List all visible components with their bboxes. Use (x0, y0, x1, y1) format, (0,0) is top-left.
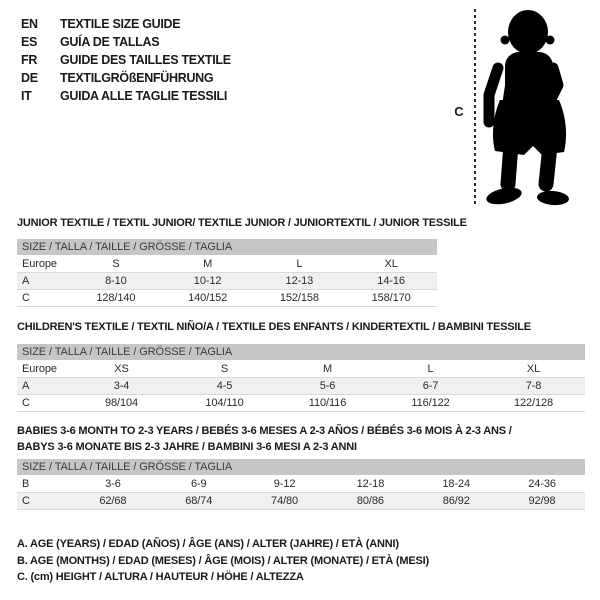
table-cell: S (112, 258, 120, 270)
size-header-bar: SIZE / TALLA / TAILLE / GRÖSSE / TAGLIA (17, 239, 437, 256)
language-label: GUIDE DES TAILLES TEXTILE (60, 53, 231, 67)
footnotes (17, 536, 429, 586)
height-measure-dashed-line (474, 9, 476, 206)
language-row (21, 33, 231, 51)
language-code: IT (21, 89, 32, 103)
table-title-line: BABYS 3-6 MONATE BIS 2-3 JAHRE / BAMBINI 3-6 MESI A 2-3 ANNI (17, 441, 357, 453)
table-cell: M (322, 363, 333, 375)
table-cell: 24-36 (528, 478, 556, 490)
babies-textile-section (17, 423, 585, 510)
footnote: A. AGE (YEARS) / EDAD (AÑOS) / ÂGE (ANS) / ALTER (JAHRE) / ETÀ (ANNI) (17, 538, 399, 550)
table-cell: XL (384, 258, 398, 270)
size-header-bar: SIZE / TALLA / TAILLE / GRÖSSE / TAGLIA (17, 344, 585, 361)
figure-baby (440, 0, 600, 215)
table-cell: 62/68 (99, 495, 127, 507)
row-label: Europe (22, 363, 57, 375)
table-cell: 80/86 (356, 495, 384, 507)
table-row (17, 395, 585, 412)
babies-size-table (17, 459, 585, 510)
footnote: B. AGE (MONTHS) / EDAD (MESES) / ÂGE (MOIS) / ALTER (MONATE) / ETÀ (MESI) (17, 554, 429, 567)
language-label: TEXTILE SIZE GUIDE (60, 17, 181, 31)
table-row (17, 361, 585, 378)
row-label: A (22, 380, 30, 392)
table-title (17, 423, 585, 455)
baby-silhouette-icon (480, 6, 598, 208)
junior-textile-section (17, 215, 467, 307)
table-cell: XS (114, 363, 129, 375)
language-code: ES (21, 35, 38, 49)
row-label: B (22, 478, 30, 490)
table-title (17, 319, 585, 335)
table-cell: 110/116 (308, 397, 347, 409)
table-title (17, 215, 467, 231)
table-row (17, 273, 437, 290)
childrens-textile-section (17, 319, 585, 412)
table-cell: 128/140 (96, 292, 136, 304)
row-label: C (22, 397, 30, 409)
table-cell: 9-12 (273, 478, 296, 490)
table-cell: M (203, 258, 213, 270)
height-marker-label: C (454, 104, 464, 119)
table-row (17, 256, 437, 273)
language-row (21, 69, 231, 87)
table-row (17, 290, 437, 307)
table-cell: 68/74 (185, 495, 213, 507)
table-cell: 158/170 (371, 292, 411, 304)
language-list (21, 15, 231, 105)
table-cell: 140/152 (188, 292, 228, 304)
table-title-line: BABIES 3-6 MONTH TO 2-3 YEARS / BEBÉS 3-6 MESES A 2-3 AÑOS / BÉBÉS 3-6 MOIS À 2-3 ANS / (17, 425, 512, 437)
language-row (21, 15, 231, 33)
table-cell: L (296, 258, 303, 270)
table-cell: 122/128 (513, 397, 554, 409)
table-cell: XL (526, 363, 541, 375)
row-label: C (22, 495, 30, 507)
language-code: DE (21, 71, 38, 85)
table-cell: S (220, 363, 229, 375)
table-cell: 116/122 (411, 397, 450, 409)
childrens-size-table (17, 344, 585, 412)
size-header-bar: SIZE / TALLA / TAILLE / GRÖSSE / TAGLIA (17, 459, 585, 476)
table-cell: 86/92 (442, 495, 470, 507)
row-label: A (22, 275, 30, 287)
table-cell: 74/80 (271, 495, 299, 507)
table-cell: 12-18 (356, 478, 385, 490)
language-label: GUÍA DE TALLAS (60, 35, 160, 49)
table-cell: 7-8 (525, 380, 542, 392)
table-row (17, 476, 585, 493)
table-cell: 18-24 (442, 478, 471, 490)
table-cell: 6-9 (190, 478, 207, 490)
table-row (17, 493, 585, 510)
language-label: TEXTILGRÖßENFÜHRUNG (60, 71, 214, 85)
junior-size-table (17, 239, 437, 307)
table-cell: 6-7 (422, 380, 439, 392)
table-cell: 4-5 (216, 380, 233, 392)
table-title-line: CHILDREN'S TEXTILE / TEXTIL NIÑO/A / TEXTILE DES ENFANTS / KINDERTEXTIL / BAMBINI TESSILE (17, 321, 531, 333)
table-cell: 104/110 (205, 397, 244, 409)
table-cell: 3-4 (113, 380, 130, 392)
language-code: EN (21, 17, 38, 31)
table-cell: 5-6 (319, 380, 336, 392)
table-cell: 8-10 (105, 275, 127, 287)
row-label: C (22, 292, 30, 304)
table-cell: 10-12 (193, 275, 222, 287)
row-label: Europe (22, 258, 57, 270)
language-row (21, 87, 231, 105)
table-cell: 12-13 (285, 275, 314, 287)
table-cell: 98/104 (104, 397, 139, 409)
language-row (21, 51, 231, 69)
language-label: GUIDA ALLE TAGLIE TESSILI (60, 89, 228, 103)
table-cell: 14-16 (377, 275, 405, 287)
table-cell: 152/158 (279, 292, 319, 304)
table-cell: L (427, 363, 434, 375)
table-cell: 3-6 (105, 478, 121, 490)
table-title-line: JUNIOR TEXTILE / TEXTIL JUNIOR/ TEXTILE JUNIOR / JUNIORTEXTIL / JUNIOR TESSILE (17, 217, 467, 229)
footnote: C. (cm) HEIGHT / ALTURA / HAUTEUR / HÖHE / ALTEZZA (17, 571, 304, 583)
language-code: FR (21, 53, 38, 67)
table-row (17, 378, 585, 395)
table-cell: 92/98 (528, 495, 556, 507)
